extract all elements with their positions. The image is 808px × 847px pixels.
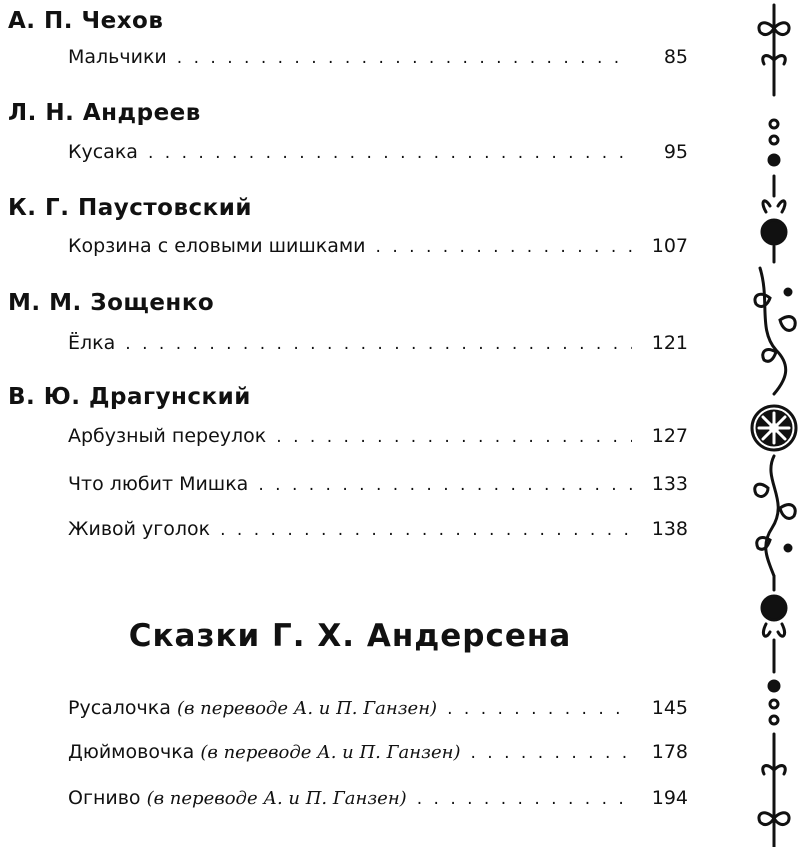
entry-title: Дюймовочка (в переводе А. и П. Ганзен) <box>68 741 461 763</box>
toc-entry[interactable] <box>68 332 688 362</box>
toc-entry[interactable] <box>68 697 688 727</box>
toc-entry[interactable] <box>68 425 688 455</box>
page-number: 194 <box>651 787 688 809</box>
author-heading: В. Ю. Драгунский <box>8 384 251 410</box>
page-number: 95 <box>663 141 688 163</box>
page-number: 133 <box>651 473 688 495</box>
page-number: 138 <box>651 518 688 540</box>
page-number: 85 <box>663 46 688 68</box>
dot-leader <box>376 237 632 257</box>
page-number: 145 <box>651 697 688 719</box>
entry-title: Русалочка (в переводе А. и П. Ганзен) <box>68 697 438 719</box>
dot-leader <box>276 427 632 447</box>
entry-title: Арбузный переулок <box>68 425 267 447</box>
toc-entry[interactable] <box>68 46 688 76</box>
toc-entry[interactable] <box>68 518 688 548</box>
author-heading: М. М. Зощенко <box>8 290 215 316</box>
translator-note: (в переводе А. и П. Ганзен) <box>200 742 461 763</box>
dot-leader <box>148 143 632 163</box>
translator-note: (в переводе А. и П. Ганзен) <box>176 698 438 719</box>
entry-title: Огниво (в переводе А. и П. Ганзен) <box>68 787 407 809</box>
author-heading: К. Г. Паустовский <box>8 195 253 221</box>
toc-entry[interactable] <box>68 473 688 503</box>
toc-entry[interactable] <box>68 141 688 171</box>
entry-title: Ёлка <box>68 332 116 354</box>
dot-leader <box>258 475 632 495</box>
toc-entry[interactable] <box>68 787 688 817</box>
dot-leader <box>220 520 632 540</box>
entry-title: Кусака <box>68 141 138 163</box>
page-number: 127 <box>651 425 688 447</box>
dot-leader <box>125 334 632 354</box>
toc-entry[interactable] <box>68 235 688 265</box>
author-heading: А. П. Чехов <box>8 8 164 34</box>
author-heading: Л. Н. Андреев <box>8 100 201 126</box>
page-number: 107 <box>651 235 688 257</box>
entry-title: Что любит Мишка <box>68 473 249 495</box>
section-title: Сказки Г. Х. Андерсена <box>128 618 572 654</box>
toc-entry[interactable] <box>68 741 688 771</box>
dot-leader <box>417 789 632 809</box>
dot-leader <box>447 699 632 719</box>
page-number: 178 <box>651 741 688 763</box>
entry-title: Живой уголок <box>68 518 211 540</box>
entry-title: Корзина с еловыми шишками <box>68 235 366 257</box>
dot-leader <box>177 48 632 68</box>
dot-leader <box>470 743 632 763</box>
floral-vine-ornament-icon <box>740 0 808 847</box>
entry-title: Мальчики <box>68 46 167 68</box>
translator-note: (в переводе А. и П. Ганзен) <box>146 788 407 809</box>
page-number: 121 <box>651 332 688 354</box>
